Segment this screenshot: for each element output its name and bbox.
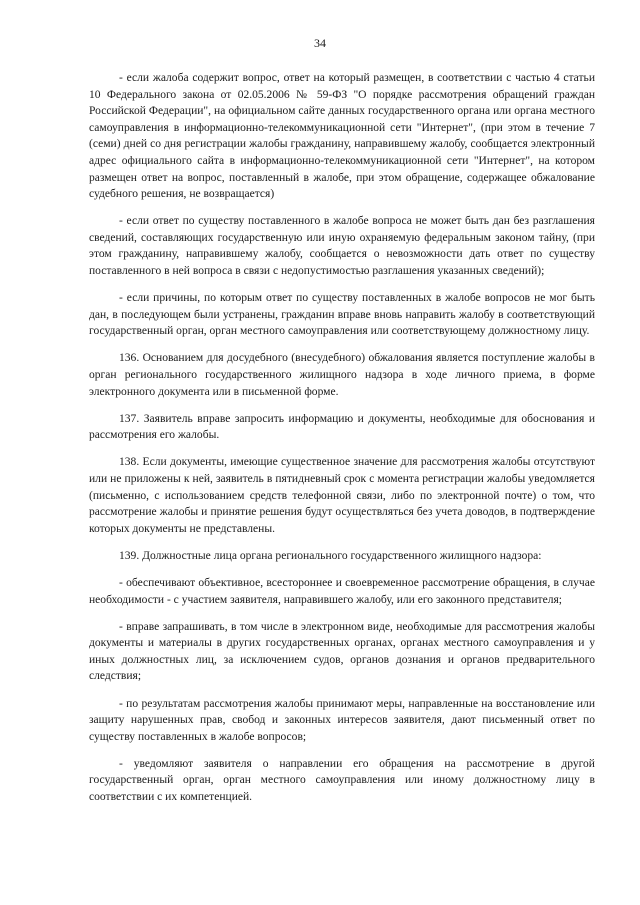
paragraph-137: 137. Заявитель вправе запросить информацию и документы, необходимые для обоснования и рассмотрения его жалобы.: [89, 412, 595, 442]
paragraph-138: 138. Если документы, имеющие существенное значение для рассмотрения жалобы отсутствуют или не приложены к ней, заявитель в пятидневный срок с момента регистрации жалобы уведомляется (письменно, с использованием средств телефонной связи, либо по электронной почте) о том, что рассмотрение жалобы и принятие решения будут осуществляться без учета доводов, в подтверждение которых документы не представлены.: [89, 456, 595, 535]
page-number: 34: [314, 36, 326, 50]
list-item-notify-redirect: - уведомляют заявителя о направлении его обращения на рассмотрение в другой государственный орган, орган местного самоуправления или иному должностному лицу в соответствии с их компетенцией.: [89, 757, 595, 803]
list-item-take-measures: - по результатам рассмотрения жалобы принимают меры, направленные на восстановление или защиту нарушенных прав, свобод и законных интересов заявителя, дают письменный ответ по существу поставленных в жалобе вопросов;: [89, 697, 595, 743]
paragraph-resubmission-right: - если причины, по которым ответ по существу поставленных в жалобе вопросов не мог быть дан, в последующем были устранены, гражданин вправе вновь направить жалобу в соответствующий государственный орган, орган местного самоуправления или соответствующему должностному лицу.: [89, 292, 595, 338]
list-item-request-documents: - вправе запрашивать, в том числе в электронном виде, необходимые для рассмотрения жалобы документы и материалы в других государственных органах, органах местного самоуправления и у иных должностных лиц, за исключением судов, органов дознания и органов предварительного следствия;: [89, 620, 595, 683]
list-item-ensure-review: - обеспечивают объективное, всестороннее и своевременное рассмотрение обращения, в случае необходимости - с участием заявителя, направившего жалобу, или его законного представителя;: [89, 576, 595, 606]
page-body: [89, 70, 595, 806]
paragraph-136: 136. Основанием для досудебного (внесудебного) обжалования является поступление жалобы в орган регионального государственного жилищного надзора в ходе личного приема, в форме электронного документа или в письменной форме.: [89, 352, 595, 398]
paragraph-refusal-answer-published: - если жалоба содержит вопрос, ответ на который размещен, в соответствии с частью 4 статьи 10 Федерального закона от 02.05.2006 № 59-ФЗ "О порядке рассмотрения обращений граждан Российской Федерации", на официальном сайте данных государственного органа или органа местного самоуправления в информационно-телекоммуникационной сети "Интернет", (при этом в течение 7 (семи) дней со дня регистрации жалобы гражданину, направившему жалобу, сообщается электронный адрес официального сайта в информационно-телекоммуникационной сети "Интернет", на котором размещен ответ на вопрос, поставленный в жалобе, при этом обращение, содержащее обжалование судебного решения, не возвращается): [89, 72, 595, 201]
paragraph-139: 139. Должностные лица органа регионального государственного жилищного надзора:: [119, 549, 542, 562]
paragraph-refusal-secret-information: - если ответ по существу поставленного в жалобе вопроса не может быть дан без разглашения сведений, составляющих государственную или иную охраняемую федеральным законом тайну, (при этом гражданину, направившему жалобу, сообщается о невозможности дать ответ по существу поставленного в ней вопроса в связи с недопустимостью разглашения указанных сведений);: [89, 215, 595, 278]
